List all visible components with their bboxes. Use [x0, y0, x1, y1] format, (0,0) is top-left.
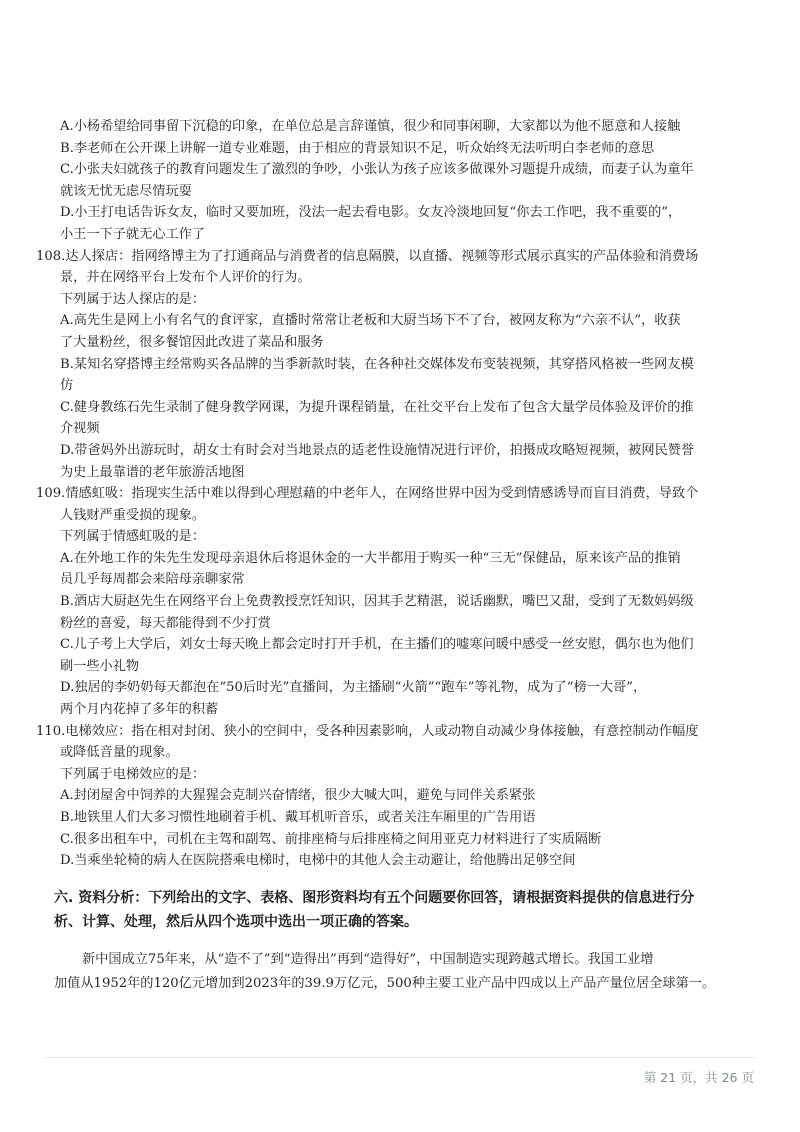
q110-option-d: D.当乘坐轮椅的病人在医院搭乘电梯时，电梯中的其他人会主动避让，给他腾出足够空间 — [60, 853, 576, 869]
q108-head-cont: 景，并在网络平台上发布个人评价的行为。 — [60, 270, 311, 286]
page-content — [36, 116, 766, 996]
question-108 — [36, 246, 766, 484]
passage-line-1: 新中国成立75年来，从“造不了”到“造得出”再到“造得好”，中国制造实现跨越式增长。我国工业增 — [82, 951, 654, 967]
q108-prompt: 下列属于达人探店的是： — [60, 291, 206, 307]
q107-option-b: B.李老师在公开课上讲解一道专业难题，由于相应的背景知识不足，听众始终无法听明白李老师的意思 — [60, 140, 655, 156]
q109-option-a-cont: 员几乎每周都会来陪母亲聊家常 — [60, 572, 245, 588]
q109-option-d: D.独居的李奶奶每天都泡在“50后时光”直播间，为主播刷“火箭”“跑车”等礼物，成为了“榜一大哥”， — [60, 680, 647, 696]
q108-option-a: A.高先生是网上小有名气的食评家，直播时常常让老板和大厨当场下不了台，被网友称为“六亲不认”，收获 — [60, 313, 681, 329]
question-110 — [36, 721, 766, 872]
q107-option-c-cont: 就该无忧无虑尽情玩耍 — [60, 183, 192, 199]
q109-option-d-cont: 两个月内花掉了多年的积蓄 — [60, 702, 219, 718]
q110-head-cont: 或降低音量的现象。 — [60, 745, 179, 761]
q107-option-d: D.小王打电话告诉女友，临时又要加班，没法一起去看电影。女友冷淡地回复“你去工作吧，我不重要的”， — [60, 205, 682, 221]
q109-option-b-cont: 粉丝的喜爱，每天都能得到不少打赏 — [60, 615, 271, 631]
q110-head: 110.电梯效应：指在相对封闭、狭小的空间中，受各种因素影响，人或动物自动减少身体接触，有意控制动作幅度 — [36, 723, 699, 739]
section-6-title-line-2: 析、计算、处理，然后从四个选项中选出一项正确的答案。 — [54, 913, 418, 930]
q110-option-c: C.很多出租车中，司机在主驾和副驾、前排座椅与后排座椅之间用亚克力材料进行了实质隔断 — [60, 831, 602, 847]
q108-option-b-cont: 仿 — [60, 378, 74, 394]
section-6-title — [36, 886, 766, 934]
page-number: 第 21 页，共 26 页 — [643, 1070, 754, 1085]
q108-option-c: C.健身教练石先生录制了健身教学网课，为提升课程销量，在社交平台上发布了包含大量学员体验及评价的推 — [60, 399, 694, 415]
q107-option-c: C.小张夫妇就孩子的教育问题发生了激烈的争吵，小张认为孩子应该多做课外习题提升成绩，而妻子认为童年 — [60, 162, 694, 178]
q109-head-cont: 人钱财严重受损的现象。 — [60, 507, 206, 523]
passage-line-2: 加值从1952年的120亿元增加到2023年的39.9万亿元，500种主要工业产品中四成以上产品产量位居全球第一。 — [54, 975, 716, 991]
q109-option-a: A.在外地工作的朱先生发现母亲退休后将退休金的一大半都用于购买一种“三无”保健品，原来该产品的推销 — [60, 550, 681, 566]
q110-option-a: A.封闭屋舍中饲养的大猩猩会克制兴奋情绪，很少大喊大叫，避免与同伴关系紧张 — [60, 788, 536, 804]
footer-divider — [44, 1057, 756, 1058]
q107-option-a: A.小杨希望给同事留下沉稳的印象，在单位总是言辞谨慎，很少和同事闲聊，大家都以为他不愿意和人接触 — [60, 119, 681, 134]
q108-option-d: D.带爸妈外出游玩时，胡女士有时会对当地景点的适老性设施情况进行评价，拍摄成攻略短视频，被网民赞誉 — [60, 442, 695, 458]
q110-prompt: 下列属于电梯效应的是： — [60, 766, 206, 782]
q108-option-a-cont: 了大量粉丝，很多餐馆因此改进了菜品和服务 — [60, 334, 324, 350]
q108-head: 108.达人探店：指网络博主为了打通商品与消费者的信息隔膜，以直播、视频等形式展示真实的产品体验和消费场 — [36, 248, 699, 264]
q107-options — [36, 116, 766, 246]
q109-prompt: 下列属于情感虹吸的是： — [60, 529, 206, 545]
q107-option-d-cont: 小王一下子就无心工作了 — [60, 226, 206, 242]
q108-option-c-cont: 介视频 — [60, 421, 100, 437]
q109-head: 109.情感虹吸：指现实生活中难以得到心理慰藉的中老年人，在网络世界中因为受到情感诱导而盲目消费，导致个 — [36, 486, 699, 502]
question-109 — [36, 483, 766, 721]
q109-option-c: C.儿子考上大学后，刘女士每天晚上都会定时打开手机，在主播们的嘘寒问暖中感受一丝安慰，偶尔也为他们 — [60, 637, 694, 653]
section-6-title-line-1: 六. 资料分析：下列给出的文字、表格、图形资料均有五个问题要你回答，请根据资料提供的信息进行分 — [54, 889, 695, 906]
q109-option-c-cont: 刷一些小礼物 — [60, 658, 140, 674]
q109-option-b: B.酒店大厨赵先生在网络平台上免费教授烹饪知识，因其手艺精湛，说话幽默，嘴巴又甜，受到了无数妈妈级 — [60, 594, 694, 610]
q108-option-b: B.某知名穿搭博主经常购买各品牌的当季新款时装，在各种社交媒体发布变装视频，其穿搭风格被一些网友模 — [60, 356, 694, 372]
q108-option-d-cont: 为史上最靠谱的老年旅游活地图 — [60, 464, 245, 480]
q110-option-b: B.地铁里人们大多习惯性地刷着手机、戴耳机听音乐，或者关注车厢里的广告用语 — [60, 810, 536, 825]
section-6-passage — [36, 948, 766, 996]
